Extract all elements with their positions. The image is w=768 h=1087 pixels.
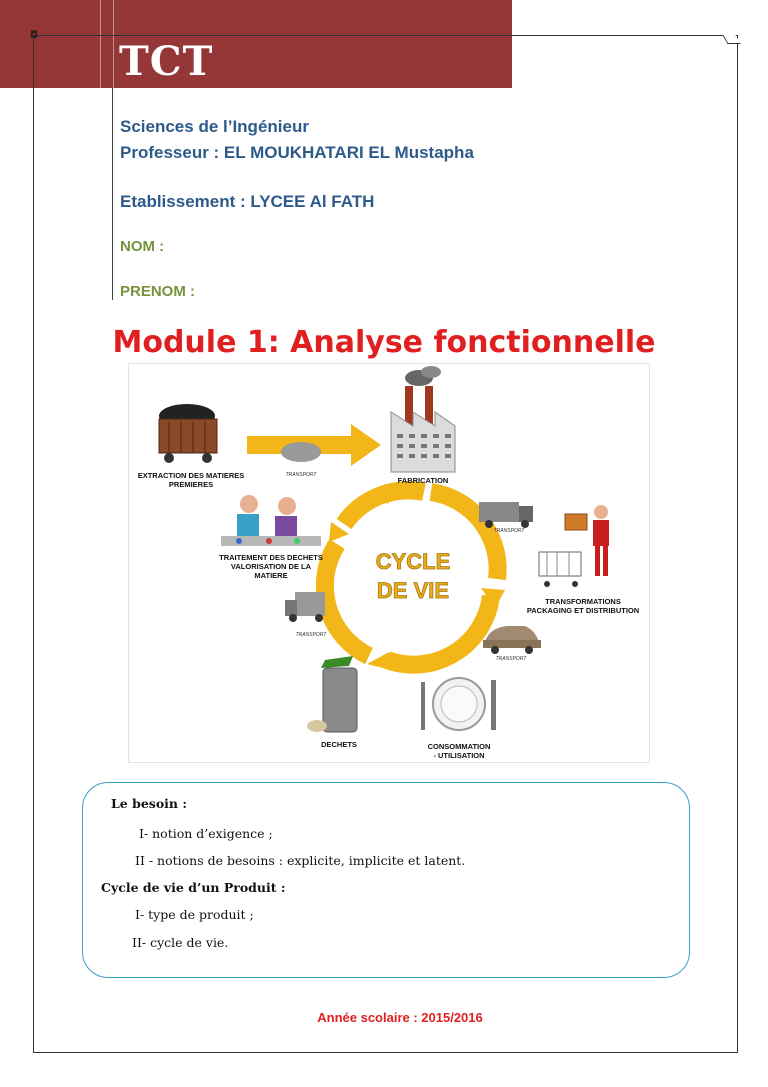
transport-arrow-top [247, 424, 381, 478]
delivery-worker-icon [539, 505, 609, 587]
label-consommation-2: - UTILISATION [433, 751, 485, 760]
label-traitement-1: TRAITEMENT DES DECHETS [219, 553, 323, 562]
label-dechets: DECHETS [321, 740, 357, 749]
factory-icon [391, 366, 455, 472]
label-traitement-3: MATIERE [254, 571, 288, 580]
svg-text:TRANSPORT: TRANSPORT [295, 632, 327, 638]
contents-box [82, 782, 690, 978]
teacher-line: Professeur : EL MOUKHATARI EL Mustapha [120, 143, 474, 162]
trash-bin-icon [307, 656, 357, 732]
besoin-title: Le besoin : [111, 796, 187, 811]
module-title: Module 1: Analyse fonctionnelle [112, 325, 656, 360]
life-cycle-diagram [128, 363, 650, 763]
besoin-item-1: I- notion d’exigence ; [139, 826, 273, 841]
car-icon [483, 626, 541, 662]
svg-text:TRANSPORT: TRANSPORT [493, 528, 525, 534]
cycle-item-2: II- cycle de vie. [132, 935, 229, 950]
label-fabrication: FABRICATION [397, 476, 449, 485]
prenom-field-label: PRENOM : [120, 283, 195, 300]
school-line: Etablissement : LYCEE Al FATH [120, 192, 375, 211]
school-year: Année scolaire : 2015/2016 [317, 1010, 483, 1025]
course-title: TCT [119, 38, 214, 85]
cycle-title: Cycle de vie d’un Produit : [101, 880, 286, 895]
label-transformations-2: PACKAGING ET DISTRIBUTION [526, 606, 640, 615]
cycle-item-1: I- type de produit ; [135, 907, 254, 922]
label-transformations-1: TRANSFORMATIONS [545, 597, 621, 606]
cycle-center-line1: CYCLE [375, 549, 451, 574]
besoin-item-2: II - notions de besoins : explicite, implicite et latent. [135, 853, 466, 868]
truck-icon-left [285, 592, 327, 638]
mine-wagon-icon [159, 404, 217, 463]
label-extraction-2: PREMIERES [168, 480, 214, 489]
cycle-center-line2: DE VIE [376, 578, 450, 603]
header-divider [112, 88, 113, 300]
anchor-icon: ◘ [30, 30, 38, 41]
waste-sorting-workers-icon [221, 495, 321, 546]
label-extraction-1: EXTRACTION DES MATIERES [137, 471, 245, 480]
svg-text:TRANSPORT: TRANSPORT [285, 472, 317, 478]
nom-field-label: NOM : [120, 238, 165, 255]
label-traitement-2: VALORISATION DE LA [230, 562, 312, 571]
plate-cutlery-icon [421, 678, 496, 730]
subject-line: Sciences de l’Ingénieur [120, 117, 309, 136]
svg-text:TRANSPORT: TRANSPORT [495, 656, 527, 662]
label-consommation-1: CONSOMMATION [427, 742, 491, 751]
